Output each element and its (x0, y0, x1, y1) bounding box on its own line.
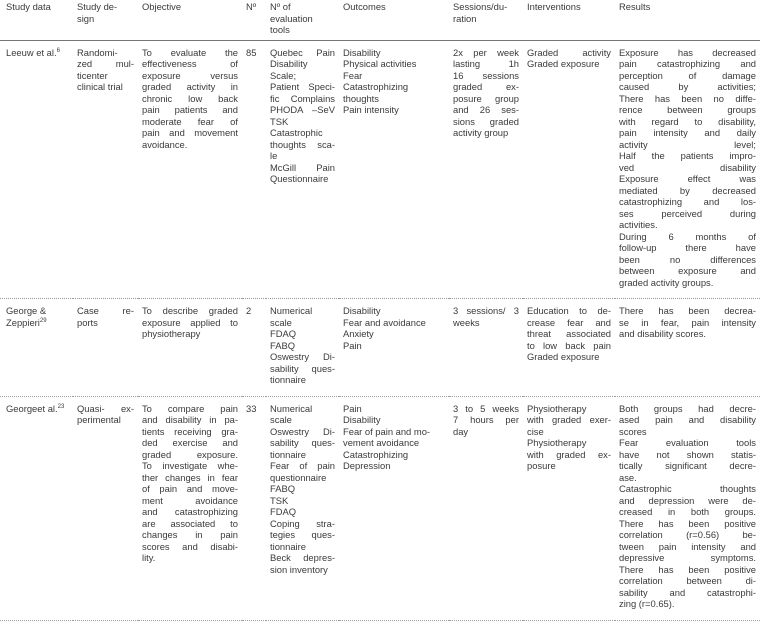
sessions-duration-line: and 26 ses- (453, 104, 519, 115)
column-header-text: Interventions (527, 1, 581, 12)
reference-number: 6 (56, 47, 60, 54)
objective-line: To describe graded (142, 305, 238, 316)
results-line: zing (r=0.65). (619, 598, 675, 609)
results-line: se in fear, pain intensity (619, 316, 756, 328)
evaluation-tools-line: Oswestry Di- (270, 425, 335, 437)
cell-study-design (73, 40, 138, 299)
results-line: Catastrophic thoughts (619, 483, 756, 494)
interventions-line: threat associated (527, 328, 611, 339)
results-line: caused by activities; (619, 81, 756, 92)
objective-line: To compare pain (142, 402, 238, 414)
results-line: correlation between di- (619, 575, 756, 586)
evaluation-tools-line: PHODA –SeV (270, 104, 335, 115)
cell-interventions (523, 396, 615, 620)
results-line: and depression were de- (619, 494, 756, 506)
column-header-text: Nº (246, 1, 257, 12)
evaluation-tools-line: le (270, 150, 278, 161)
results-line: sability and catastrophi- (619, 586, 756, 598)
cell-n (242, 299, 266, 397)
interventions-line: to low back pain (527, 339, 611, 351)
study-name: Georgeet al. (6, 402, 58, 414)
interventions-line: posure (527, 460, 556, 471)
sample-size: 85 (246, 46, 257, 58)
outcomes-line: thoughts (343, 92, 379, 104)
column-header-evaluation-tools (266, 0, 339, 40)
results-line: graded activity groups. (619, 276, 714, 288)
cell-interventions (523, 40, 615, 299)
cell-outcomes (339, 396, 449, 620)
column-header-sessions-duration (449, 0, 523, 40)
column-header-text: Nº of evaluation (270, 1, 313, 24)
results-line: ase. (619, 471, 637, 483)
interventions-line: cise (527, 425, 544, 437)
objective-line: exposure versus (142, 69, 238, 81)
results-line: During 6 months of (619, 230, 756, 242)
column-header-text: tools (270, 24, 290, 35)
objective-line: To investigate whe- (142, 460, 238, 471)
evaluation-tools-line: Fear of pain (270, 460, 335, 471)
evaluation-tools-line: Beck depres- (270, 552, 335, 563)
column-header-interventions (523, 0, 615, 40)
evaluation-tools-line: sability ques- (270, 362, 335, 374)
outcomes-line: Anxiety (343, 328, 374, 339)
results-line: Exposure effect was (619, 173, 756, 184)
objective-line: To evaluate the (142, 46, 238, 58)
sessions-duration-line: posure group (453, 92, 519, 104)
cell-interventions (523, 299, 615, 397)
results-line: tween pain intensity and (619, 540, 756, 552)
cell-results (615, 299, 760, 397)
cell-results (615, 396, 760, 620)
column-header-text: sign (77, 12, 95, 24)
cell-n (242, 40, 266, 299)
interventions-line: Graded exposure (527, 351, 600, 362)
results-line: Both groups had decre- (619, 402, 756, 414)
evaluation-tools-line: scale (270, 414, 292, 425)
evaluation-tools-line: Disability (270, 58, 308, 69)
outcomes-line: Depression (343, 460, 391, 471)
cell-objective (138, 40, 242, 299)
objective-line: and disability in pa- (142, 414, 238, 425)
results-line: tically significant decre- (619, 460, 756, 471)
results-line: creased in both groups. (619, 506, 756, 517)
evaluation-tools-line: sability ques- (270, 437, 335, 448)
table-row (0, 299, 760, 397)
evaluation-tools-line: thoughts sca- (270, 138, 335, 150)
objective-line: physiotherapy (142, 328, 201, 339)
evaluation-tools-line: Quebec Pain (270, 46, 335, 58)
objective-line: ment avoidance (142, 494, 238, 506)
cell-study-design (73, 396, 138, 620)
objective-line: avoidance. (142, 138, 188, 150)
column-header-text: Objective (142, 1, 182, 12)
cell-objective (138, 396, 242, 620)
interventions-line: Education to de- (527, 305, 611, 316)
results-line: have not shown statis- (619, 448, 756, 460)
objective-line: changes in pain (142, 529, 238, 540)
column-header-text: Outcomes (343, 1, 386, 12)
outcomes-line: Catastrophizing (343, 448, 409, 460)
objective-line: of pain and move- (142, 483, 238, 494)
evaluation-tools-line: FDAQ (270, 506, 297, 517)
study-design-line: Randomi- (77, 46, 118, 58)
sessions-duration-line: 3 to 5 weeks (453, 402, 519, 414)
study-design-line: perimental (77, 414, 121, 425)
column-header-text: ration (453, 12, 477, 24)
outcomes-line: vement avoidance (343, 437, 420, 448)
cell-study-data (0, 396, 73, 620)
column-header-n (242, 0, 266, 40)
sessions-duration-line: 3 sessions/ 3 (453, 305, 519, 316)
evaluation-tools-line: fic Complains (270, 92, 335, 104)
outcomes-line: Fear (343, 69, 363, 81)
outcomes-line: Fear and avoidance (343, 316, 426, 328)
sessions-duration-line: weeks (453, 316, 480, 328)
interventions-line: Physiotherapy (527, 402, 587, 414)
sessions-duration-line: sions graded (453, 115, 519, 127)
results-line: perception of damage (619, 69, 756, 81)
evaluation-tools-line: Catastrophic (270, 127, 323, 138)
interventions-line: Graded exposure (527, 58, 600, 69)
sessions-duration-line: 16 sessions (453, 69, 519, 81)
objective-line: exposure applied to (142, 316, 238, 328)
evaluation-tools-line: tegies ques- (270, 529, 335, 540)
cell-study-data (0, 299, 73, 397)
objective-line: and catastrophizing (142, 506, 238, 517)
sessions-duration-line: graded ex- (453, 81, 519, 92)
results-line: There has been positive (619, 563, 756, 575)
sessions-duration-line: 2x per week (453, 46, 519, 58)
column-header-objective (138, 0, 242, 40)
cell-study-design (73, 299, 138, 397)
sessions-duration-line: lasting 1h (453, 58, 519, 69)
study-design-line: ticenter (77, 69, 108, 81)
evaluation-tools-line: Coping stra- (270, 517, 335, 529)
outcomes-line: Pain intensity (343, 104, 399, 115)
evaluation-tools-line: tionnaire (270, 540, 306, 552)
results-line: catastrophizing and los- (619, 196, 756, 207)
results-line: There has been positive (619, 517, 756, 529)
objective-line: pain and movement (142, 127, 238, 138)
evaluation-tools-line: FDAQ (270, 328, 297, 339)
cell-evaluation-tools (266, 299, 339, 397)
results-line: ved disability (619, 161, 756, 173)
study-design-line: zed mul- (77, 58, 134, 69)
outcomes-line: Fear of pain and mo- (343, 425, 431, 437)
evaluation-tools-line: questionnaire (270, 471, 327, 483)
results-line: rence between groups (619, 104, 756, 115)
column-header-text: Sessions/du- (453, 1, 508, 12)
study-design-line: Case re- (77, 305, 134, 316)
results-line: mediated by decreased (619, 184, 756, 196)
study-name: George & Zeppieri (6, 305, 47, 328)
outcomes-line: Disability (343, 46, 381, 58)
objective-line: lity. (142, 552, 156, 563)
evaluation-tools-line: tionnaire (270, 374, 306, 385)
objective-line: effectiveness of (142, 58, 238, 69)
cell-outcomes (339, 40, 449, 299)
evaluation-tools-line: FABQ (270, 483, 296, 494)
cell-objective (138, 299, 242, 397)
results-line: scores (619, 425, 647, 437)
results-line: activity level; (619, 138, 756, 150)
column-header-text: Results (619, 1, 651, 12)
results-line: been no differences (619, 253, 756, 265)
evaluation-tools-line: TSK (270, 494, 289, 506)
results-line: Exposure has decreased (619, 46, 756, 58)
column-header-study-design (73, 0, 138, 40)
outcomes-line: Physical activities (343, 58, 417, 69)
evaluation-tools-line: McGill Pain (270, 161, 335, 173)
column-header-text: Study de- (77, 1, 118, 12)
results-line: depressive symptoms. (619, 552, 756, 563)
outcomes-line: Catastrophizing (343, 81, 409, 92)
outcomes-line: Pain (343, 339, 362, 351)
interventions-line: Graded activity (527, 46, 611, 58)
outcomes-line: Disability (343, 414, 381, 425)
evaluation-tools-line: Scale; (270, 69, 297, 81)
interventions-line: with graded ex- (527, 448, 611, 460)
results-line: between exposure and (619, 265, 756, 276)
results-line: correlation (r=0.56) be- (619, 529, 756, 540)
evaluation-tools-line: Oswestry Di- (270, 351, 335, 362)
objective-line: are associated to (142, 517, 238, 529)
results-line: with regard to disability, (619, 115, 756, 127)
outcomes-line: Disability (343, 305, 381, 316)
evaluation-tools-line: Questionnaire (270, 173, 329, 184)
sessions-duration-line: 7 hours per (453, 414, 519, 425)
evaluation-tools-line: TSK (270, 115, 289, 127)
reference-number: 29 (39, 317, 47, 324)
cell-evaluation-tools (266, 396, 339, 620)
sessions-duration-line: day (453, 425, 469, 437)
interventions-line: crease fear and (527, 316, 611, 328)
sample-size: 33 (246, 402, 257, 414)
study-design-line: Quasi- ex- (77, 402, 134, 414)
table-header-row (0, 0, 760, 40)
evaluation-tools-line: FABQ (270, 339, 296, 351)
objective-line: ded exercise and (142, 437, 238, 448)
interventions-line: Physiotherapy (527, 437, 587, 448)
column-header-results (615, 0, 760, 40)
objective-line: tients receiving gra- (142, 425, 238, 437)
cell-sessions-duration (449, 299, 523, 397)
results-line: Half the patients impro- (619, 150, 756, 161)
objective-line: chronic low back (142, 92, 238, 104)
cell-results (615, 40, 760, 299)
results-line: Fear evaluation tools (619, 437, 756, 448)
objective-line: ther changes in fear (142, 471, 238, 483)
evaluation-tools-line: Numerical (270, 305, 313, 316)
cell-outcomes (339, 299, 449, 397)
results-line: follow-up there have (619, 242, 756, 253)
results-line: There has been decrea- (619, 305, 756, 316)
results-line: ased pain and disability (619, 414, 756, 425)
study-design-line: clinical trial (77, 81, 123, 92)
cell-study-data (0, 40, 73, 299)
evaluation-tools-line: scale (270, 316, 292, 328)
column-header-outcomes (339, 0, 449, 40)
study-name: Leeuw et al. (6, 46, 57, 58)
objective-line: graded exposure. (142, 448, 238, 460)
cell-sessions-duration (449, 40, 523, 299)
cell-sessions-duration (449, 396, 523, 620)
sessions-duration-line: activity group (453, 127, 509, 138)
sample-size: 2 (246, 305, 252, 316)
objective-line: moderate fear of (142, 115, 238, 127)
study-design-line: ports (77, 316, 98, 328)
evaluation-tools-line: tionnaire (270, 448, 306, 460)
interventions-line: with graded exer- (527, 414, 611, 425)
table-row (0, 396, 760, 620)
evaluation-tools-line: Numerical (270, 402, 313, 414)
results-line: pain intensity and daily (619, 127, 756, 138)
column-header-study-data (0, 0, 73, 40)
cell-evaluation-tools (266, 40, 339, 299)
outcomes-line: Pain (343, 402, 362, 414)
reference-number: 23 (57, 403, 65, 410)
table-row (0, 40, 760, 299)
results-line: pain catastrophizing and (619, 58, 756, 69)
results-line: ses perceived during (619, 207, 756, 219)
column-header-text: Study data (6, 1, 51, 12)
results-line: and disability scores. (619, 328, 707, 339)
results-line: There has been no diffe- (619, 92, 756, 104)
evaluation-tools-line: Patient Speci- (270, 81, 335, 92)
cell-n (242, 396, 266, 620)
objective-line: graded activity in (142, 81, 238, 92)
evaluation-tools-line: sion inventory (270, 563, 328, 575)
objective-line: scores and disabi- (142, 540, 238, 552)
results-line: activities. (619, 219, 658, 230)
objective-line: pain patients and (142, 104, 238, 115)
